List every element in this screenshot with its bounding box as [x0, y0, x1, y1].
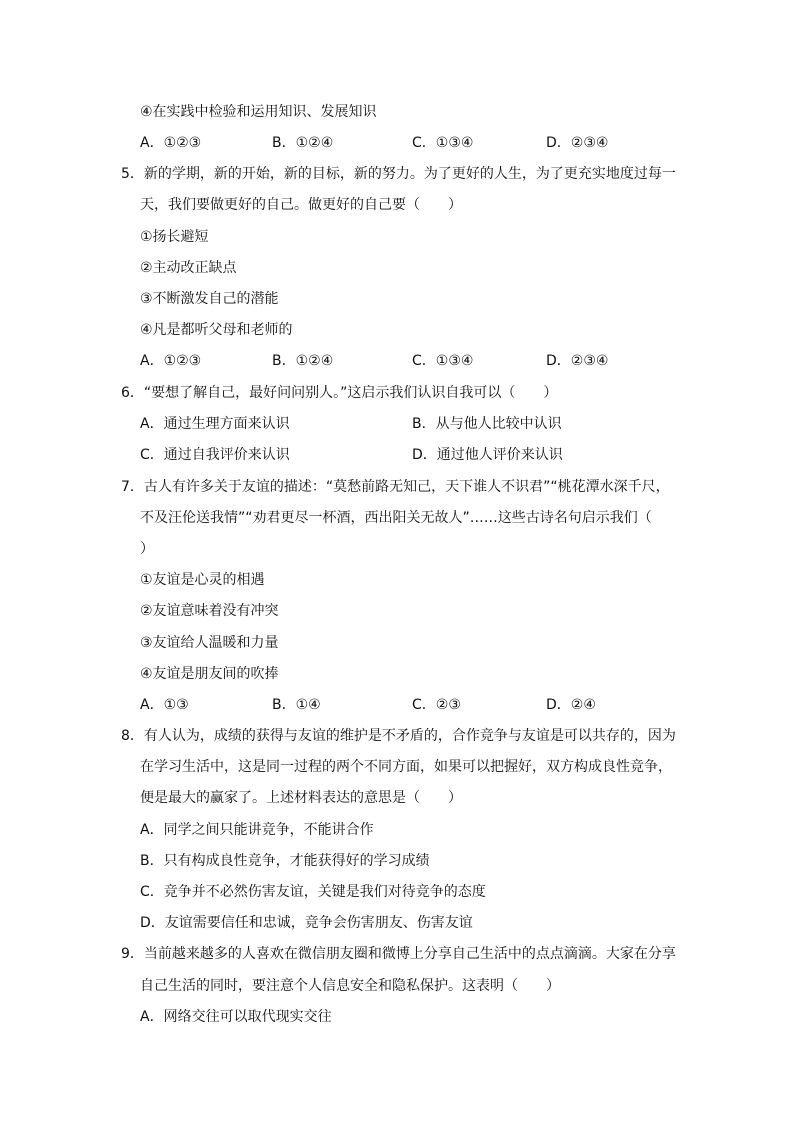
q8-option-c: C．竞争并不必然伤害友谊，关键是我们对待竞争的态度	[140, 884, 486, 900]
q5-option-b: B．①②④	[272, 353, 334, 369]
q7-item-4: ④友谊是朋友间的吹捧	[140, 666, 279, 682]
q7-option-d: D．②④	[546, 697, 596, 713]
q5-option-a: A．①②③	[140, 353, 202, 369]
q5-option-c: C．①③④	[412, 353, 474, 369]
q6-option-b: B．从与他人比较中认识	[412, 416, 562, 432]
q5-stem-line2: 天，我们要做更好的自己。做更好的自己要（ ）	[140, 197, 462, 213]
q7-option-a: A．①③	[140, 697, 189, 713]
q6-option-c: C．通过自我评价来认识	[140, 447, 290, 463]
q8-stem-line3: 便是最大的赢家了。上述材料表达的意思是（ ）	[140, 790, 462, 806]
q5-item-3: ③不断激发自己的潜能	[140, 291, 279, 307]
q5-option-d: D．②③④	[546, 353, 609, 369]
q4-option-a: A．①②③	[140, 135, 202, 151]
q9-stem-line2: 自己生活的同时，要注意个人信息安全和隐私保护。这表明（ ）	[140, 978, 560, 994]
q8-stem-line2: 在学习生活中，这是同一过程的两个不同方面，如果可以把握好，双方构成良性竞争，	[140, 759, 672, 775]
q7-stem-line1: 7．古人有许多关于友谊的描述：“莫愁前路无知己，天下谁人不识君”“桃花潭水深千尺，	[121, 479, 670, 495]
q6-option-a: A．通过生理方面来认识	[140, 416, 290, 432]
q6-stem: 6．“要想了解自己，最好问问别人。”这启示我们认识自我可以（ ）	[121, 385, 558, 401]
q9-stem-line1: 9．当前越来越多的人喜欢在微信朋友圈和微博上分享自己生活中的点点滴滴。大家在分享	[121, 946, 676, 962]
q4-item-4: ④在实践中检验和运用知识、发展知识	[140, 104, 377, 120]
q8-option-d: D．友谊需要信任和忠诚，竞争会伤害朋友、伤害友谊	[140, 915, 473, 931]
q5-item-4: ④凡是都听父母和老师的	[140, 322, 293, 338]
q5-item-2: ②主动改正缺点	[140, 260, 237, 276]
q7-stem-line3: ）	[140, 541, 154, 557]
q4-option-b: B．①②④	[272, 135, 334, 151]
q8-option-a: A．同学之间只能讲竞争，不能讲合作	[140, 822, 374, 838]
q7-option-b: B．①④	[272, 697, 321, 713]
q8-option-b: B．只有构成良性竞争，才能获得好的学习成绩	[140, 853, 430, 869]
q9-option-a: A．网络交往可以取代现实交往	[140, 1009, 332, 1025]
q7-option-c: C．②③	[412, 697, 461, 713]
q6-option-d: D．通过他人评价来认识	[412, 447, 563, 463]
q7-item-1: ①友谊是心灵的相遇	[140, 572, 265, 588]
q4-option-d: D．②③④	[546, 135, 609, 151]
q5-item-1: ①扬长避短	[140, 229, 209, 245]
q5-stem-line1: 5．新的学期，新的开始，新的目标，新的努力。为了更好的人生，为了更充实地度过每一	[121, 166, 676, 182]
q8-stem-line1: 8．有人认为，成绩的获得与友谊的维护是不矛盾的，合作竞争与友谊是可以共存的，因为	[121, 728, 676, 744]
q7-item-2: ②友谊意味着没有冲突	[140, 603, 279, 619]
q7-stem-line2: 不及汪伦送我情”“劝君更尽一杯酒，西出阳关无故人”……这些古诗名句启示我们（	[140, 510, 652, 526]
q7-item-3: ③友谊给人温暖和力量	[140, 635, 279, 651]
q4-option-c: C．①③④	[412, 135, 474, 151]
